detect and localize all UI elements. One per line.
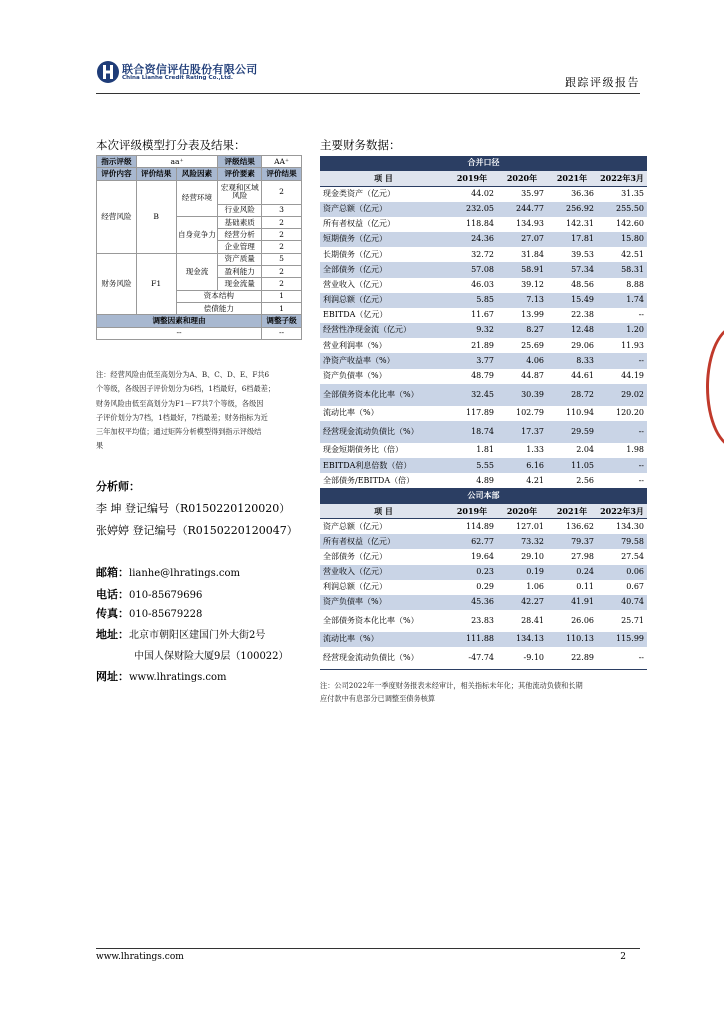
table-cell: -- — [638, 310, 644, 320]
page-number: 2 — [620, 952, 626, 962]
table-row — [320, 202, 647, 217]
table-row — [320, 293, 647, 308]
table-cell: 29.59 — [547, 421, 597, 443]
cell: 2 — [262, 216, 302, 228]
table-cell: -- — [597, 353, 647, 368]
cell: 经营分析 — [218, 229, 262, 241]
column-header: 项 目 — [320, 504, 447, 519]
cell: 风险因素 — [176, 168, 218, 180]
table-cell: 4.06 — [497, 353, 547, 368]
row-label: 经营现金流动负债比（%） — [320, 421, 447, 443]
company-name-cn: 联合资信评估股份有限公司 — [122, 63, 258, 76]
table-cell: 58.91 — [497, 262, 547, 277]
report-type: 跟踪评级报告 — [565, 76, 640, 89]
cell: 2 — [262, 241, 302, 253]
table-cell: 0.19 — [497, 565, 547, 580]
column-header: 项 目 — [320, 171, 447, 186]
note-line: 应付款中有息部分已调整至债务核算 — [320, 694, 436, 703]
contact-value: 北京市朝阳区建国门外大街2号 — [129, 630, 266, 641]
table-row — [320, 406, 647, 421]
row-label: EBITDA利息倍数（倍） — [320, 458, 447, 473]
table-cell: 244.77 — [497, 202, 547, 217]
table-cell: 12.48 — [547, 323, 597, 338]
table-cell: 11.93 — [621, 340, 644, 350]
row-label: 现金类资产（亿元） — [323, 189, 395, 199]
row-label: 利润总额（亿元） — [320, 293, 447, 308]
cell: 评价结果 — [262, 168, 302, 180]
cell: 评级结果 — [218, 156, 262, 168]
table-cell: 8.88 — [626, 279, 644, 289]
column-header-row — [320, 171, 647, 186]
column-header: 2019年 — [447, 504, 497, 519]
table-cell: 44.87 — [521, 371, 544, 381]
table-cell: 17.81 — [547, 232, 597, 247]
table-cell: 79.58 — [597, 534, 647, 549]
table-cell: 57.34 — [547, 262, 597, 277]
contact-fax — [96, 605, 202, 621]
table-cell: 18.74 — [447, 421, 497, 443]
contact-value[interactable]: www.lhratings.com — [129, 672, 227, 683]
note-line: 果 — [96, 441, 104, 451]
table-row — [320, 384, 647, 406]
cell: 基础素质 — [218, 216, 262, 228]
table-row — [320, 217, 647, 232]
row-label: 资产负债率（%） — [320, 595, 447, 610]
row-label: 利润总额（亿元） — [323, 582, 387, 592]
table-row — [320, 632, 647, 647]
note-line: 注：经营风险由低至高划分为A、B、C、D、E、F共6 — [96, 370, 270, 379]
row-label: 短期债务（亿元） — [320, 232, 447, 247]
note-line: 三年加权平均值；通过矩阵分析模型得到指示评级结 — [96, 427, 262, 437]
table-cell: 115.99 — [597, 632, 647, 647]
table-row — [320, 647, 647, 669]
table-cell: 57.08 — [447, 262, 497, 277]
financial-data-table — [320, 156, 647, 670]
note-line: 财务风险由低至高划分为F1－F7共7个等级，各级因 — [96, 398, 264, 408]
row-label: 所有者权益（亿元） — [323, 219, 395, 229]
table-cell: -- — [597, 647, 647, 669]
cell: 3 — [262, 204, 302, 216]
cell: F1 — [136, 253, 176, 314]
column-header: 2022年3月 — [597, 504, 647, 519]
table-cell: 29.02 — [597, 384, 647, 406]
contact-label: 地址： — [96, 628, 129, 641]
contact-website — [96, 668, 227, 684]
contact-value: 010-85679228 — [129, 609, 203, 620]
cell: 盈利能力 — [218, 266, 262, 278]
table-cell: 0.06 — [597, 565, 647, 580]
cell: -- — [97, 327, 262, 339]
contact-address — [96, 626, 265, 642]
row-label: 资产总额（亿元） — [323, 521, 387, 531]
table-row — [320, 421, 647, 443]
table-cell: 22.89 — [547, 647, 597, 669]
cell: B — [136, 180, 176, 253]
table-cell: 0.11 — [576, 582, 594, 592]
row-label: 营业利润率（%） — [323, 340, 387, 350]
column-header: 2020年 — [497, 171, 547, 186]
table-cell: 45.36 — [447, 595, 497, 610]
row-label: 经营性净现金流（亿元） — [320, 323, 447, 338]
row-label: 营业收入（亿元） — [320, 565, 447, 580]
section-header-row — [320, 156, 647, 171]
footer-url[interactable]: www.lhratings.com — [96, 952, 184, 962]
table-cell: 134.13 — [497, 632, 547, 647]
table-row — [320, 262, 647, 277]
contact-phone — [96, 586, 202, 602]
row-label: 全部债务资本化比率（%） — [320, 384, 447, 406]
table-cell: 114.89 — [466, 521, 494, 531]
table-cell: 142.31 — [566, 219, 594, 229]
financial-note — [320, 679, 650, 705]
rating-note — [96, 368, 308, 454]
table-cell: 142.60 — [616, 219, 644, 229]
table-row — [320, 519, 647, 534]
table-cell: 28.72 — [547, 384, 597, 406]
table-cell: 0.67 — [626, 582, 644, 592]
table-row — [320, 353, 647, 368]
note-line: 子评价划分为7档，1档最好，7档最差；财务指标为近 — [96, 412, 268, 422]
table-row — [320, 323, 647, 338]
table-cell: -- — [597, 421, 647, 443]
financial-data-title: 主要财务数据： — [320, 138, 401, 152]
table-cell: 46.03 — [471, 279, 494, 289]
table-cell: 32.45 — [447, 384, 497, 406]
table-cell: 35.97 — [521, 189, 544, 199]
table-cell: -- — [597, 473, 647, 488]
table-cell: 44.19 — [621, 371, 644, 381]
cell: 经营风险 — [97, 180, 137, 253]
table-cell: 42.51 — [621, 249, 644, 259]
table-cell: 102.79 — [516, 408, 544, 418]
table-row — [320, 610, 647, 632]
column-header: 2020年 — [497, 504, 547, 519]
row-label: EBITDA（亿元） — [323, 310, 388, 320]
cell: AA⁺ — [262, 156, 302, 168]
table-cell: 79.37 — [547, 534, 597, 549]
table-cell: 136.62 — [566, 521, 594, 531]
table-cell: 7.13 — [497, 293, 547, 308]
table-row — [320, 580, 647, 595]
section-header-row — [320, 489, 647, 504]
contact-value: 010-85679696 — [129, 590, 203, 601]
note-line: 个等级，各级因子评价划分为6档，1档最好，6档最差； — [96, 384, 276, 394]
contact-value: 中国人保财险大厦9层（100022） — [134, 651, 289, 662]
cell: 5 — [262, 253, 302, 265]
table-cell: 0.29 — [476, 582, 494, 592]
table-cell: 127.01 — [516, 521, 544, 531]
table-cell: 17.37 — [497, 421, 547, 443]
rating-model-title: 本次评级模型打分表及结果： — [96, 138, 246, 152]
table-cell: 0.23 — [447, 565, 497, 580]
cell: 调整子级 — [262, 315, 302, 327]
table-row — [320, 443, 647, 458]
table-cell: 110.94 — [566, 408, 594, 418]
table-cell: 29.10 — [521, 551, 544, 561]
row-label: 全部债务（亿元） — [323, 551, 387, 561]
table-cell: 15.80 — [597, 232, 647, 247]
cell: 1 — [262, 302, 302, 314]
table-cell: 8.33 — [547, 353, 597, 368]
cell: 1 — [262, 290, 302, 302]
table-cell: 23.83 — [471, 615, 494, 625]
table-row — [320, 369, 647, 384]
table-row — [320, 338, 647, 353]
table-cell: 2.56 — [547, 473, 597, 488]
table-cell: 44.61 — [571, 371, 594, 381]
cell: 调整因素和理由 — [97, 315, 262, 327]
table-cell: 28.41 — [521, 615, 544, 625]
table-cell: 27.07 — [497, 232, 547, 247]
rating-score-table — [96, 155, 302, 340]
note-line: 注：公司2022年一季度财务报表未经审计，相关指标未年化；其他流动负债和长期 — [320, 681, 583, 690]
row-label: 长期债务（亿元） — [323, 249, 387, 259]
cell: 偿债能力 — [176, 302, 262, 314]
table-cell: 111.88 — [447, 632, 497, 647]
table-cell: 1.20 — [597, 323, 647, 338]
table-cell: 21.89 — [471, 340, 494, 350]
table-row — [320, 247, 647, 262]
table-row — [320, 595, 647, 610]
table-cell: 62.77 — [447, 534, 497, 549]
cell: 企业管理 — [218, 241, 262, 253]
column-header: 2021年 — [547, 171, 597, 186]
cell: -- — [262, 327, 302, 339]
cell: 2 — [262, 278, 302, 290]
section-label: 合并口径 — [320, 156, 647, 171]
company-logo-icon — [96, 60, 120, 84]
contact-value[interactable]: lianhe@lhratings.com — [129, 568, 241, 579]
table-cell: 44.02 — [471, 189, 494, 199]
row-label: 所有者权益（亿元） — [320, 534, 447, 549]
table-cell: 1.74 — [597, 293, 647, 308]
table-cell: 58.31 — [597, 262, 647, 277]
table-cell: 120.20 — [616, 408, 644, 418]
row-label: 资产负债率（%） — [323, 371, 387, 381]
table-cell: 13.99 — [521, 310, 544, 320]
cell: 财务风险 — [97, 253, 137, 314]
row-label: 资产总额（亿元） — [320, 202, 447, 217]
table-cell: 1.06 — [526, 582, 544, 592]
table-cell: 32.72 — [471, 249, 494, 259]
cell: 宏观和区域风险 — [218, 180, 262, 204]
table-cell: 30.39 — [497, 384, 547, 406]
table-cell: 39.53 — [571, 249, 594, 259]
table-cell: -9.10 — [497, 647, 547, 669]
row-label: 现金短期债务比（倍） — [323, 445, 403, 455]
table-cell: 232.05 — [447, 202, 497, 217]
table-cell: 5.55 — [447, 458, 497, 473]
table-cell: -47.74 — [447, 647, 497, 669]
table-row — [320, 308, 647, 323]
table-cell: 3.77 — [447, 353, 497, 368]
table-cell: 8.27 — [497, 323, 547, 338]
table-cell: 0.24 — [547, 565, 597, 580]
page-footer — [96, 948, 640, 962]
table-cell: 256.92 — [547, 202, 597, 217]
table-cell: 118.84 — [466, 219, 494, 229]
table-cell: 27.98 — [571, 551, 594, 561]
table-cell: 39.12 — [521, 279, 544, 289]
row-label: 经营现金流动负债比（%） — [320, 647, 447, 669]
analyst-1: 李 坤 登记编号（R0150220120020） — [96, 502, 291, 515]
cell: 现金流量 — [218, 278, 262, 290]
row-label: 全部债务/EBITDA（倍） — [320, 473, 447, 488]
table-cell: 73.32 — [497, 534, 547, 549]
table-row — [320, 278, 647, 293]
table-cell: 9.32 — [447, 323, 497, 338]
company-name-en: China Lianhe Credit Rating Co.,Ltd. — [122, 75, 234, 81]
table-row — [320, 565, 647, 580]
table-cell: 134.93 — [516, 219, 544, 229]
company-seal-icon — [706, 325, 724, 449]
cell: 指示评级 — [97, 156, 137, 168]
section-label: 公司本部 — [320, 489, 647, 504]
table-cell: 1.98 — [626, 445, 644, 455]
table-cell: 1.81 — [476, 445, 494, 455]
row-label: 全部债务（亿元） — [320, 262, 447, 277]
table-cell: 255.50 — [597, 202, 647, 217]
table-cell: 41.91 — [547, 595, 597, 610]
cell: 2 — [262, 229, 302, 241]
table-cell: 29.06 — [571, 340, 594, 350]
table-cell: 134.30 — [616, 521, 644, 531]
table-cell: 11.05 — [547, 458, 597, 473]
table-row — [320, 186, 647, 201]
table-cell: 36.36 — [571, 189, 594, 199]
analyst-2: 张婷婷 登记编号（R0150220120047） — [96, 524, 298, 537]
table-cell: 42.27 — [497, 595, 547, 610]
cell: 资产质量 — [218, 253, 262, 265]
contact-label: 传真： — [96, 607, 129, 620]
table-cell: 40.74 — [597, 595, 647, 610]
column-header: 2019年 — [447, 171, 497, 186]
table-cell: 26.06 — [571, 615, 594, 625]
table-cell: 117.89 — [466, 408, 494, 418]
row-label: 净资产收益率（%） — [320, 353, 447, 368]
row-label: 营业收入（亿元） — [323, 279, 387, 289]
cell: 评价要素 — [218, 168, 262, 180]
cell: 2 — [262, 180, 302, 204]
cell: 资本结构 — [176, 290, 262, 302]
table-cell: 5.85 — [447, 293, 497, 308]
table-cell: 2.04 — [576, 445, 594, 455]
table-cell: 19.64 — [471, 551, 494, 561]
table-cell: 25.71 — [621, 615, 644, 625]
column-header-row — [320, 504, 647, 519]
table-cell: -- — [597, 458, 647, 473]
table-cell: 31.84 — [521, 249, 544, 259]
table-row — [320, 232, 647, 247]
contact-email — [96, 564, 240, 580]
table-row — [320, 534, 647, 549]
cell: 评价内容 — [97, 168, 137, 180]
table-cell: 25.69 — [521, 340, 544, 350]
table-cell: 11.67 — [471, 310, 494, 320]
contact-label: 邮箱： — [96, 566, 129, 579]
column-header: 2022年3月 — [597, 171, 647, 186]
table-row — [320, 473, 647, 488]
table-cell: 1.33 — [526, 445, 544, 455]
contact-label: 网址： — [96, 670, 129, 683]
table-cell: 48.56 — [571, 279, 594, 289]
row-label: 流动比率（%） — [323, 408, 379, 418]
table-cell: 24.36 — [447, 232, 497, 247]
table-cell: 48.79 — [471, 371, 494, 381]
cell: 行业风险 — [218, 204, 262, 216]
cell: 经营环境 — [176, 180, 218, 216]
table-cell: 27.54 — [621, 551, 644, 561]
table-cell: 110.13 — [547, 632, 597, 647]
cell: 评价结果 — [136, 168, 176, 180]
contact-address-2 — [134, 647, 289, 662]
table-cell: 15.49 — [547, 293, 597, 308]
analyst-title: 分析师： — [96, 480, 140, 493]
table-cell: 4.89 — [447, 473, 497, 488]
cell: 2 — [262, 266, 302, 278]
cell: aa⁺ — [136, 156, 218, 168]
contact-label: 电话： — [96, 588, 129, 601]
table-cell: 22.38 — [571, 310, 594, 320]
table-cell: 31.35 — [621, 189, 644, 199]
page-header — [96, 58, 640, 94]
table-row — [320, 549, 647, 564]
table-row — [320, 458, 647, 473]
table-cell: 4.21 — [497, 473, 547, 488]
row-label: 流动比率（%） — [320, 632, 447, 647]
cell: 现金流 — [176, 253, 218, 290]
cell: 自身竞争力 — [176, 216, 218, 253]
row-label: 全部债务资本化比率（%） — [323, 615, 419, 625]
column-header: 2021年 — [547, 504, 597, 519]
table-cell: 6.16 — [497, 458, 547, 473]
